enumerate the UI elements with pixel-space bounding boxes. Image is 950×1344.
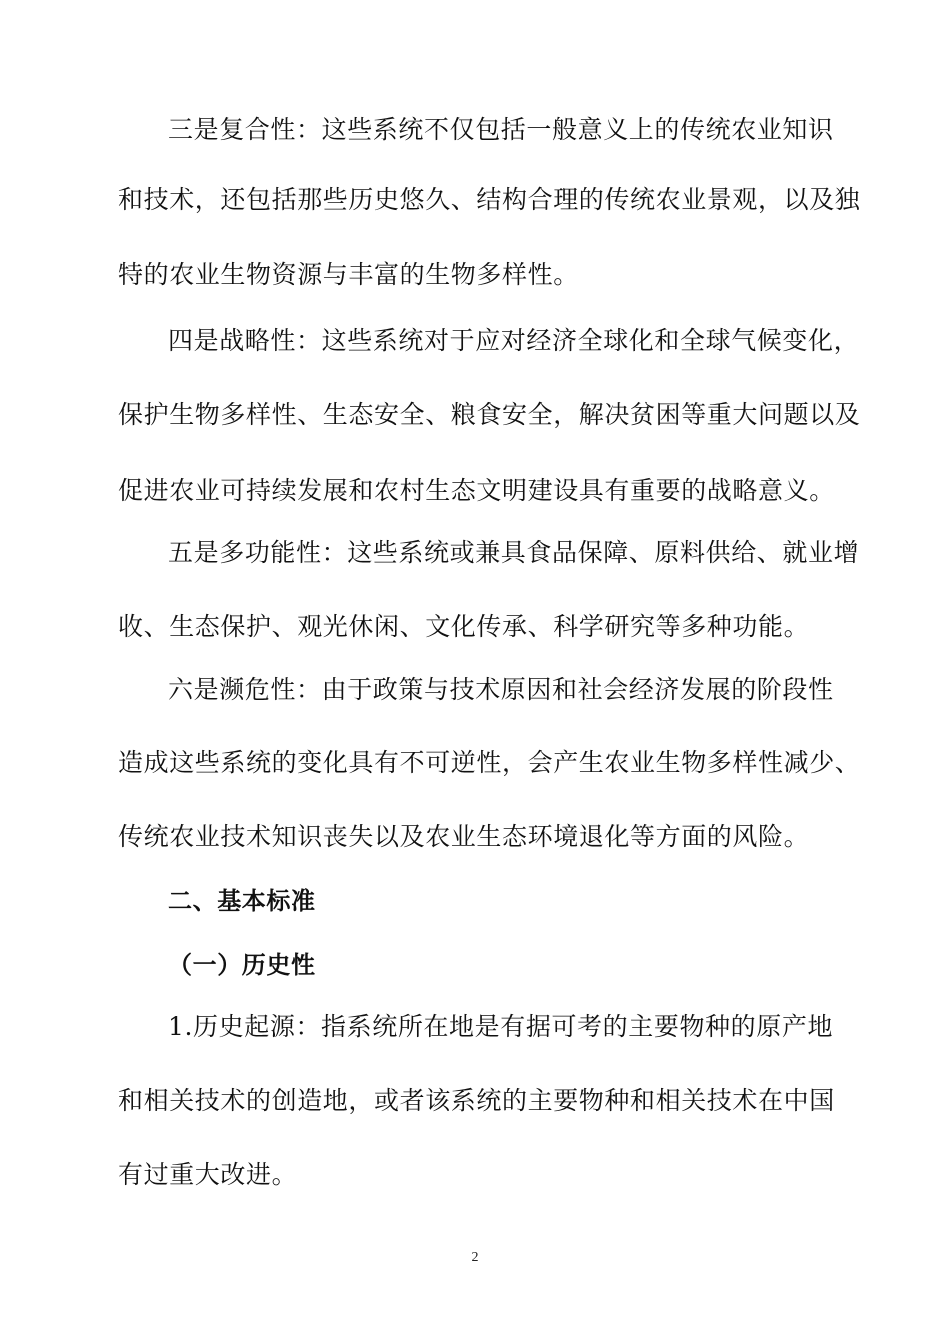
paragraph-line: 特的农业生物资源与丰富的生物多样性。 <box>118 260 579 289</box>
paragraph-line: 和相关技术的创造地，或者该系统的主要物种和相关技术在中国 <box>118 1086 835 1115</box>
paragraph-line: 保护生物多样性、生态安全、粮食安全，解决贫困等重大问题以及 <box>118 400 861 429</box>
paragraph-line: 六是濒危性：由于政策与技术原因和社会经济发展的阶段性 <box>168 675 834 704</box>
paragraph-line: 和技术，还包括那些历史悠久、结构合理的传统农业景观，以及独 <box>118 185 861 214</box>
paragraph-line: 收、生态保护、观光休闲、文化传承、科学研究等多种功能。 <box>118 612 810 641</box>
paragraph-line: 五是多功能性：这些系统或兼具食品保障、原料供给、就业增 <box>168 538 860 567</box>
subsection-heading: （一）历史性 <box>168 951 316 979</box>
paragraph-line: 1.历史起源：指系统所在地是有据可考的主要物种的原产地 <box>168 1012 834 1041</box>
paragraph-line: 四是战略性：这些系统对于应对经济全球化和全球气候变化， <box>168 326 860 355</box>
page-number: 2 <box>471 1250 479 1265</box>
paragraph-line: 促进农业可持续发展和农村生态文明建设具有重要的战略意义。 <box>118 476 835 505</box>
paragraph-line: 有过重大改进。 <box>118 1160 298 1189</box>
section-heading: 二、基本标准 <box>168 887 316 915</box>
paragraph-line: 三是复合性：这些系统不仅包括一般意义上的传统农业知识 <box>168 115 834 144</box>
paragraph-line: 传统农业技术知识丧失以及农业生态环境退化等方面的风险。 <box>118 822 810 851</box>
paragraph-line: 造成这些系统的变化具有不可逆性，会产生农业生物多样性减少、 <box>118 748 861 777</box>
